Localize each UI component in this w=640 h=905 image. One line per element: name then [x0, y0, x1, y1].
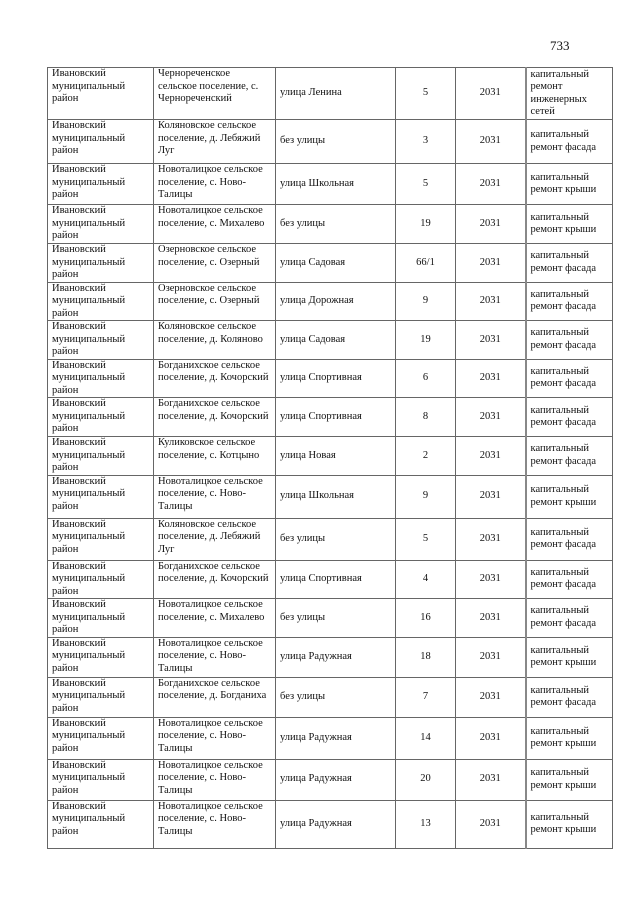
work-type-cell: капитальный ремонт фасада: [526, 398, 613, 437]
year-cell: 2031: [456, 437, 526, 476]
settlement-cell: Богданихское сельское поселение, д. Кочорский: [154, 560, 276, 599]
work-type-cell: капитальный ремонт фасада: [526, 120, 613, 164]
table-row: [48, 560, 613, 599]
house-number-cell: 6: [396, 359, 456, 398]
house-number-cell: 9: [396, 475, 456, 518]
street-cell: без улицы: [276, 677, 396, 717]
settlement-cell: Чернореченское сельское поселение, с. Чернореченский: [154, 68, 276, 120]
settlement-cell: Богданихское сельское поселение, д. Кочорский: [154, 398, 276, 437]
house-number-cell: 16: [396, 599, 456, 638]
street-cell: улица Спортивная: [276, 359, 396, 398]
table-row: [48, 475, 613, 518]
year-cell: 2031: [456, 205, 526, 244]
street-cell: улица Садовая: [276, 321, 396, 360]
work-type-cell: капитальный ремонт крыши: [526, 164, 613, 205]
table-row: [48, 398, 613, 437]
settlement-cell: Новоталицкое сельское поселение, с. Ново-Талицы: [154, 717, 276, 759]
house-number-cell: 5: [396, 518, 456, 560]
street-cell: улица Школьная: [276, 475, 396, 518]
house-number-cell: 5: [396, 68, 456, 120]
district-cell: Ивановский муниципальный район: [48, 68, 154, 120]
house-number-cell: 19: [396, 205, 456, 244]
district-cell: Ивановский муниципальный район: [48, 560, 154, 599]
settlement-cell: Новоталицкое сельское поселение, с. Ново-Талицы: [154, 637, 276, 677]
street-cell: улица Радужная: [276, 759, 396, 800]
year-cell: 2031: [456, 68, 526, 120]
work-type-cell: капитальный ремонт фасада: [526, 518, 613, 560]
house-number-cell: 19: [396, 321, 456, 360]
district-cell: Ивановский муниципальный район: [48, 637, 154, 677]
settlement-cell: Коляновское сельское поселение, д. Лебяжий Луг: [154, 120, 276, 164]
house-number-cell: 8: [396, 398, 456, 437]
house-number-cell: 20: [396, 759, 456, 800]
year-cell: 2031: [456, 321, 526, 360]
table-row: [48, 164, 613, 205]
district-cell: Ивановский муниципальный район: [48, 800, 154, 848]
settlement-cell: Богданихское сельское поселение, д. Богданиха: [154, 677, 276, 717]
settlement-cell: Новоталицкое сельское поселение, с. Ново-Талицы: [154, 759, 276, 800]
district-cell: Ивановский муниципальный район: [48, 244, 154, 283]
settlement-cell: Богданихское сельское поселение, д. Кочорский: [154, 359, 276, 398]
work-type-cell: капитальный ремонт крыши: [526, 637, 613, 677]
street-cell: улица Радужная: [276, 800, 396, 848]
settlement-cell: Коляновское сельское поселение, д. Коляново: [154, 321, 276, 360]
street-cell: улица Садовая: [276, 244, 396, 283]
settlement-cell: Коляновское сельское поселение, д. Лебяжий Луг: [154, 518, 276, 560]
district-cell: Ивановский муниципальный район: [48, 759, 154, 800]
year-cell: 2031: [456, 800, 526, 848]
district-cell: Ивановский муниципальный район: [48, 120, 154, 164]
house-number-cell: 3: [396, 120, 456, 164]
year-cell: 2031: [456, 475, 526, 518]
year-cell: 2031: [456, 518, 526, 560]
year-cell: 2031: [456, 759, 526, 800]
year-cell: 2031: [456, 120, 526, 164]
house-number-cell: 9: [396, 282, 456, 321]
page-number: 733: [550, 38, 570, 53]
year-cell: 2031: [456, 717, 526, 759]
work-type-cell: капитальный ремонт фасада: [526, 677, 613, 717]
work-type-cell: капитальный ремонт крыши: [526, 759, 613, 800]
district-cell: Ивановский муниципальный район: [48, 475, 154, 518]
street-cell: улица Новая: [276, 437, 396, 476]
settlement-cell: Озерновское сельское поселение, с. Озерный: [154, 244, 276, 283]
table-row: [48, 437, 613, 476]
work-type-cell: капитальный ремонт фасада: [526, 321, 613, 360]
year-cell: 2031: [456, 359, 526, 398]
year-cell: 2031: [456, 282, 526, 321]
house-number-cell: 13: [396, 800, 456, 848]
table-row: [48, 359, 613, 398]
settlement-cell: Новоталицкое сельское поселение, с. Ново-Талицы: [154, 475, 276, 518]
year-cell: 2031: [456, 677, 526, 717]
year-cell: 2031: [456, 599, 526, 638]
district-cell: Ивановский муниципальный район: [48, 321, 154, 360]
work-type-cell: капитальный ремонт крыши: [526, 475, 613, 518]
work-type-cell: капитальный ремонт фасада: [526, 244, 613, 283]
house-number-cell: 66/1: [396, 244, 456, 283]
street-cell: улица Радужная: [276, 717, 396, 759]
work-type-cell: капитальный ремонт крыши: [526, 205, 613, 244]
district-cell: Ивановский муниципальный район: [48, 205, 154, 244]
settlement-cell: Куликовское сельское поселение, с. Котцыно: [154, 437, 276, 476]
work-type-cell: капитальный ремонт крыши: [526, 717, 613, 759]
settlement-cell: Новоталицкое сельское поселение, с. Ново-Талицы: [154, 164, 276, 205]
district-cell: Ивановский муниципальный район: [48, 282, 154, 321]
table-row: [48, 717, 613, 759]
street-cell: улица Дорожная: [276, 282, 396, 321]
street-cell: улица Радужная: [276, 637, 396, 677]
work-type-cell: капитальный ремонт крыши: [526, 800, 613, 848]
year-cell: 2031: [456, 637, 526, 677]
year-cell: 2031: [456, 164, 526, 205]
year-cell: 2031: [456, 244, 526, 283]
table-row: [48, 518, 613, 560]
work-type-cell: капитальный ремонт фасада: [526, 359, 613, 398]
year-cell: 2031: [456, 560, 526, 599]
house-number-cell: 18: [396, 637, 456, 677]
table-row: [48, 321, 613, 360]
street-cell: без улицы: [276, 518, 396, 560]
house-number-cell: 5: [396, 164, 456, 205]
table-row: [48, 120, 613, 164]
street-cell: улица Ленина: [276, 68, 396, 120]
table-row: [48, 800, 613, 848]
table-row: [48, 205, 613, 244]
district-cell: Ивановский муниципальный район: [48, 164, 154, 205]
district-cell: Ивановский муниципальный район: [48, 599, 154, 638]
table-row: [48, 599, 613, 638]
work-type-cell: капитальный ремонт фасада: [526, 282, 613, 321]
district-cell: Ивановский муниципальный район: [48, 677, 154, 717]
street-cell: улица Спортивная: [276, 398, 396, 437]
district-cell: Ивановский муниципальный район: [48, 717, 154, 759]
house-number-cell: 7: [396, 677, 456, 717]
street-cell: без улицы: [276, 205, 396, 244]
district-cell: Ивановский муниципальный район: [48, 518, 154, 560]
settlement-cell: Озерновское сельское поселение, с. Озерный: [154, 282, 276, 321]
table-row: [48, 244, 613, 283]
district-cell: Ивановский муниципальный район: [48, 359, 154, 398]
table-row: [48, 637, 613, 677]
street-cell: без улицы: [276, 120, 396, 164]
table-row: [48, 759, 613, 800]
table-row: [48, 677, 613, 717]
work-type-cell: капитальный ремонт инженерных сетей: [526, 68, 613, 120]
house-number-cell: 4: [396, 560, 456, 599]
table-row: [48, 282, 613, 321]
year-cell: 2031: [456, 398, 526, 437]
work-type-cell: капитальный ремонт фасада: [526, 437, 613, 476]
house-number-cell: 2: [396, 437, 456, 476]
settlement-cell: Новоталицкое сельское поселение, с. Ново-Талицы: [154, 800, 276, 848]
house-number-cell: 14: [396, 717, 456, 759]
street-cell: без улицы: [276, 599, 396, 638]
settlement-cell: Новоталицкое сельское поселение, с. Михалево: [154, 599, 276, 638]
work-type-cell: капитальный ремонт фасада: [526, 560, 613, 599]
district-cell: Ивановский муниципальный район: [48, 437, 154, 476]
district-cell: Ивановский муниципальный район: [48, 398, 154, 437]
street-cell: улица Школьная: [276, 164, 396, 205]
table-row: [48, 68, 613, 120]
housing-repair-table: [47, 67, 613, 849]
street-cell: улица Спортивная: [276, 560, 396, 599]
settlement-cell: Новоталицкое сельское поселение, с. Михалево: [154, 205, 276, 244]
work-type-cell: капитальный ремонт фасада: [526, 599, 613, 638]
